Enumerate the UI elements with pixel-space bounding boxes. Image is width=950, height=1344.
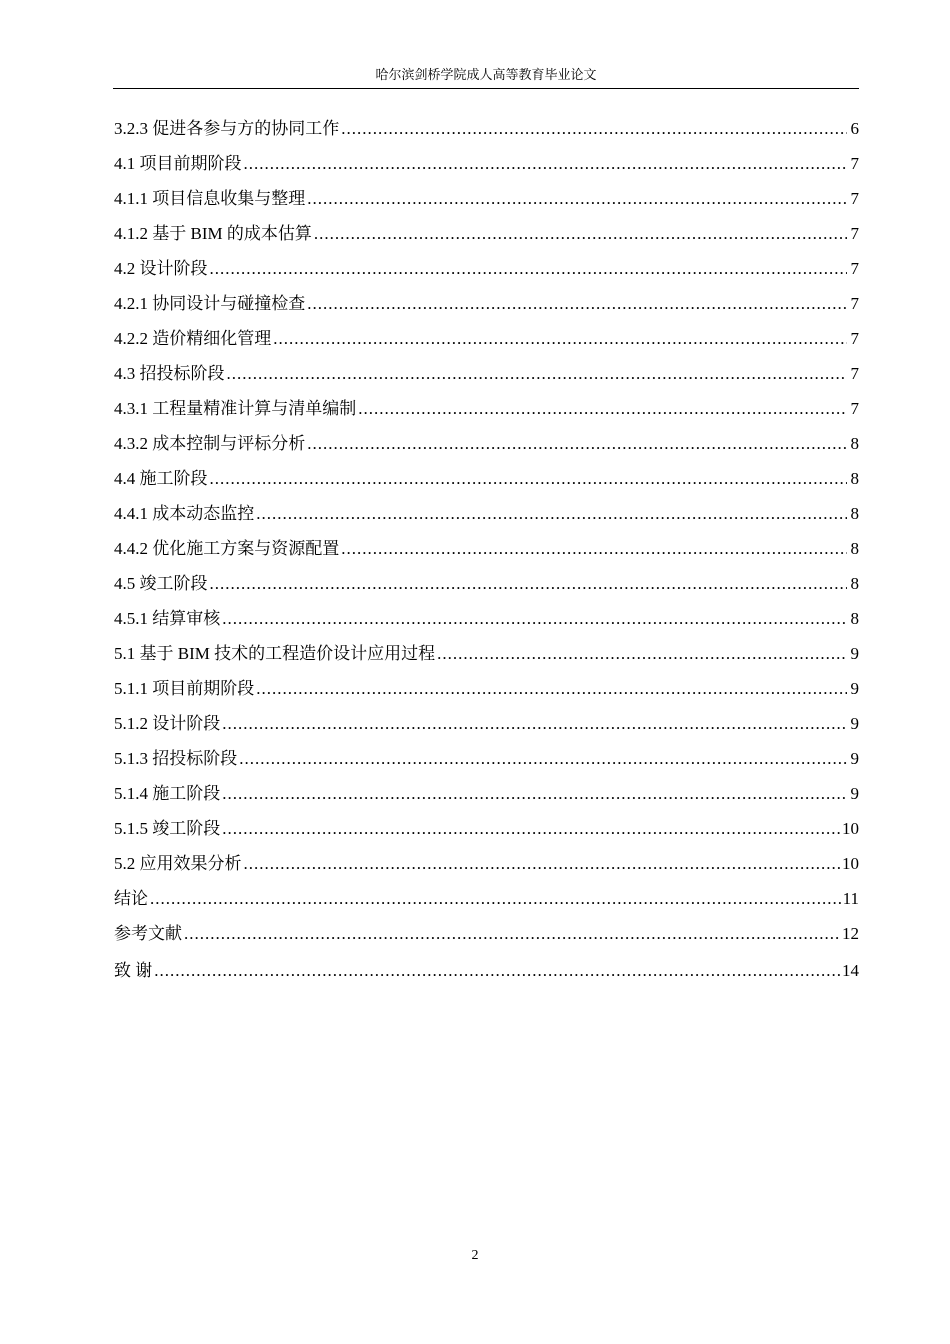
toc-leader xyxy=(222,712,847,736)
toc-leader xyxy=(307,432,847,456)
toc-entry[interactable] xyxy=(114,922,859,957)
toc-entry[interactable] xyxy=(114,502,859,537)
toc-entry-page: 8 xyxy=(850,609,859,628)
toc-entry-page: 9 xyxy=(850,644,859,663)
page-header: 哈尔滨剑桥学院成人高等教育毕业论文 xyxy=(375,67,597,82)
toc-entry-page: 11 xyxy=(842,889,859,908)
toc-leader xyxy=(210,467,848,491)
toc-leader xyxy=(244,852,841,876)
toc-entry-label: 3.2.3 促进各参与方的协同工作 xyxy=(114,119,340,138)
toc-entry-label: 5.1.2 设计阶段 xyxy=(114,714,221,733)
toc-leader xyxy=(210,257,848,281)
toc-entry-page: 10 xyxy=(842,854,859,873)
toc-entry-label: 4.5.1 结算审核 xyxy=(114,609,221,628)
toc-entry-label: 结论 xyxy=(114,889,148,908)
toc-entry-label: 4.4.2 优化施工方案与资源配置 xyxy=(114,539,340,558)
toc-leader xyxy=(341,117,847,141)
toc-entry-page: 12 xyxy=(842,924,859,943)
toc-entry[interactable] xyxy=(114,642,859,677)
toc-entry-label: 4.4 施工阶段 xyxy=(114,469,208,488)
toc-entry-label: 4.5 竣工阶段 xyxy=(114,574,208,593)
toc-entry-page: 7 xyxy=(850,154,859,173)
toc-entry[interactable] xyxy=(114,887,859,922)
toc-entry-label: 5.1.1 项目前期阶段 xyxy=(114,679,255,698)
toc-leader xyxy=(256,502,847,526)
toc-leader xyxy=(358,397,847,421)
toc-entry[interactable] xyxy=(114,607,859,642)
toc-entry-label: 5.1.4 施工阶段 xyxy=(114,784,221,803)
toc-entry-page: 9 xyxy=(850,679,859,698)
toc-entry-label: 5.2 应用效果分析 xyxy=(114,854,242,873)
toc-entry[interactable] xyxy=(114,152,859,187)
toc-entry[interactable] xyxy=(114,397,859,432)
toc-entry[interactable] xyxy=(114,187,859,222)
toc-leader xyxy=(227,362,848,386)
toc-entry[interactable] xyxy=(114,782,859,817)
toc-entry-page: 8 xyxy=(850,539,859,558)
toc-entry-label: 5.1.3 招投标阶段 xyxy=(114,749,238,768)
toc-entry-label: 4.2.2 造价精细化管理 xyxy=(114,329,272,348)
toc-entry[interactable] xyxy=(114,712,859,747)
toc-entry-label: 4.2 设计阶段 xyxy=(114,259,208,278)
toc-entry-label: 5.1.5 竣工阶段 xyxy=(114,819,221,838)
toc-entry[interactable] xyxy=(114,467,859,502)
toc-entry-page: 7 xyxy=(850,224,859,243)
toc-entry-page: 7 xyxy=(850,364,859,383)
toc-leader xyxy=(210,572,848,596)
toc-entry[interactable] xyxy=(114,222,859,257)
toc-entry[interactable] xyxy=(114,572,859,607)
toc-entry-label: 致 谢 xyxy=(114,961,153,980)
toc-entry-label: 4.3.2 成本控制与评标分析 xyxy=(114,434,306,453)
toc-leader xyxy=(150,887,841,911)
toc-entry[interactable] xyxy=(114,362,859,397)
toc-entry[interactable] xyxy=(114,257,859,292)
toc-entry-page: 7 xyxy=(850,329,859,348)
toc-leader xyxy=(437,642,847,666)
toc-leader xyxy=(307,292,847,316)
toc-entry[interactable] xyxy=(114,292,859,327)
toc-leader xyxy=(222,782,847,806)
toc-leader xyxy=(256,677,847,701)
toc-leader xyxy=(239,747,847,771)
toc-entry-label: 4.2.1 协同设计与碰撞检查 xyxy=(114,294,306,313)
toc-leader xyxy=(184,922,840,946)
toc-leader xyxy=(154,959,840,983)
toc-entry-label: 参考文献 xyxy=(114,924,182,943)
toc-entry-page: 7 xyxy=(850,294,859,313)
toc-entry[interactable] xyxy=(114,677,859,712)
toc-entry-page: 9 xyxy=(850,749,859,768)
toc-entry-page: 8 xyxy=(850,504,859,523)
toc-entry-page: 14 xyxy=(842,961,859,980)
toc-entry-label: 5.1 基于 BIM 技术的工程造价设计应用过程 xyxy=(114,644,436,663)
toc-entry-page: 6 xyxy=(850,119,859,138)
toc-entry-label: 4.3 招投标阶段 xyxy=(114,364,225,383)
toc-leader xyxy=(244,152,848,176)
toc-entry-label: 4.4.1 成本动态监控 xyxy=(114,504,255,523)
toc-entry-page: 7 xyxy=(850,189,859,208)
toc-entry[interactable] xyxy=(114,117,859,152)
toc-entry[interactable] xyxy=(114,327,859,362)
toc-entry-page: 7 xyxy=(850,259,859,278)
toc-leader xyxy=(222,817,840,841)
toc-entry[interactable] xyxy=(114,537,859,572)
toc-entry-label: 4.1.1 项目信息收集与整理 xyxy=(114,189,306,208)
toc-entry-page: 7 xyxy=(850,399,859,418)
toc-entry[interactable] xyxy=(114,852,859,887)
page-number: 2 xyxy=(471,1248,479,1263)
toc-entry[interactable] xyxy=(114,959,859,994)
toc-entry-page: 9 xyxy=(850,714,859,733)
table-of-contents xyxy=(114,117,859,994)
toc-entry[interactable] xyxy=(114,817,859,852)
toc-leader xyxy=(222,607,847,631)
toc-entry-label: 4.1 项目前期阶段 xyxy=(114,154,242,173)
toc-leader xyxy=(314,222,847,246)
toc-leader xyxy=(341,537,847,561)
toc-entry-label: 4.3.1 工程量精准计算与清单编制 xyxy=(114,399,357,418)
toc-entry-page: 8 xyxy=(850,574,859,593)
toc-entry-page: 8 xyxy=(850,469,859,488)
toc-leader xyxy=(307,187,847,211)
toc-leader xyxy=(273,327,847,351)
toc-entry-page: 9 xyxy=(850,784,859,803)
toc-entry[interactable] xyxy=(114,432,859,467)
header-rule xyxy=(113,88,859,89)
toc-entry-page: 8 xyxy=(850,434,859,453)
toc-entry-page: 10 xyxy=(842,819,859,838)
toc-entry[interactable] xyxy=(114,747,859,782)
toc-entry-label: 4.1.2 基于 BIM 的成本估算 xyxy=(114,224,312,243)
